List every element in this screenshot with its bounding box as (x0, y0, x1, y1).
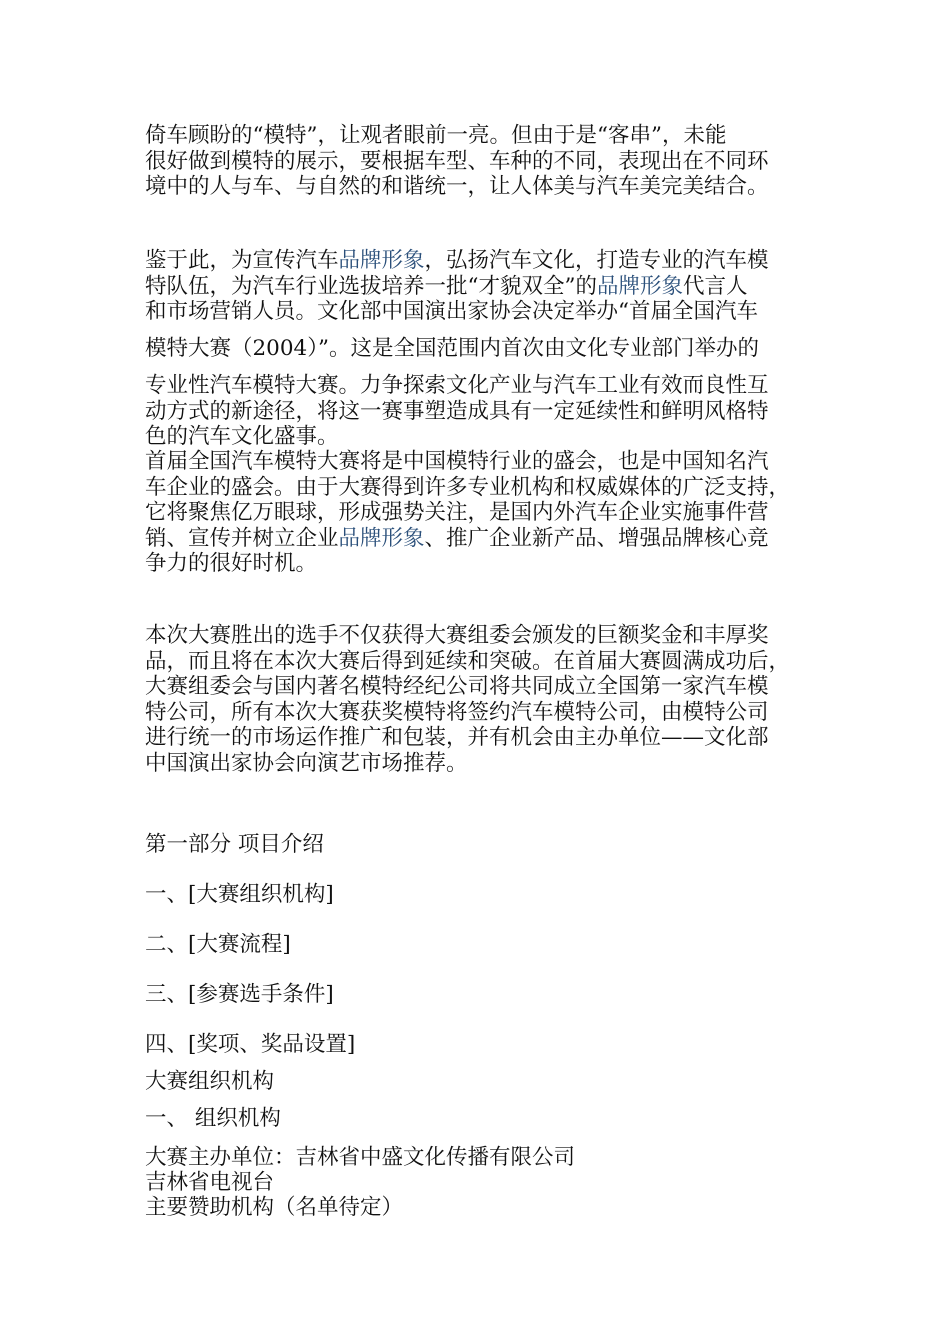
text-run: 鉴于此，为宣传汽车 (145, 248, 339, 273)
toc-item-awards[interactable]: 四、[奖项、奖品设置] (145, 1032, 356, 1057)
paragraph-line: 大赛组委会与国内著名模特经纪公司将共同成立全国第一家汽车模 (145, 674, 769, 699)
text-run: ，弘扬汽车文化，打造专业的汽车模 (424, 248, 769, 273)
paragraph-line: 专业性汽车模特大赛。力争探索文化产业与汽车工业有效而良性互 (145, 373, 769, 398)
section-heading: 大赛组织机构 (145, 1069, 275, 1094)
organizer-line: 吉林省电视台 (145, 1170, 275, 1195)
paragraph-line (145, 274, 769, 300)
paragraph-line: 模特大赛（2004）”。这是全国范围内首次由文化专业部门举办的 (145, 336, 759, 361)
paragraph-line: 品，而且将在本次大赛后得到延续和突破。在首届大赛圆满成功后， (145, 648, 791, 674)
paragraph-line: 它将聚焦亿万眼球，形成强势关注，是国内外汽车企业实施事件营 (145, 500, 769, 525)
paragraph-line: 倚车顾盼的“模特”，让观者眼前一亮。但由于是“客串”，未能 (145, 123, 727, 148)
event-paragraph (145, 449, 790, 577)
paragraph-line: 动方式的新途径，将这一赛事塑造成具有一定延续性和鲜明风格特 (145, 398, 769, 424)
paragraph-line (145, 526, 790, 552)
paragraph-line: 本次大赛胜出的选手不仅获得大赛组委会颁发的巨额奖金和丰厚奖 (145, 623, 769, 648)
paragraph-line: 争力的很好时机。 (145, 551, 318, 576)
paragraph-line: 中国演出家协会向演艺市场推荐。 (145, 750, 468, 776)
intro-paragraph (145, 123, 769, 200)
brand-image-link[interactable]: 品牌形象 (597, 273, 684, 299)
organizer-line: 大赛主办单位：吉林省中盛文化传播有限公司 (145, 1145, 576, 1170)
text-run: 特队伍，为汽车行业选拔培养一批“才貌双全”的 (145, 273, 597, 299)
paragraph-line: 和市场营销人员。文化部中国演出家协会决定举办“首届全国汽车 (145, 299, 758, 324)
toc-item-process[interactable]: 二、[大赛流程] (145, 932, 291, 957)
background-paragraph-cont2 (145, 373, 769, 450)
text-run: 销、宣传并树立企业 (145, 525, 339, 551)
section-subheading: 一、 组织机构 (145, 1106, 281, 1131)
paragraph-line: 特公司，所有本次大赛获奖模特将签约汽车模特公司，由模特公司 (145, 699, 769, 725)
paragraph-line: 车企业的盛会。由于大赛得到许多专业机构和权威媒体的广泛支持， (145, 474, 791, 500)
toc-item-organization[interactable]: 一、[大赛组织机构] (145, 882, 334, 907)
background-paragraph (145, 248, 769, 325)
background-paragraph-cont (145, 336, 759, 362)
paragraph-line: 境中的人与车、与自然的和谐统一，让人体美与汽车美完美结合。 (145, 174, 769, 199)
toc-item-requirements[interactable]: 三、[参赛选手条件] (145, 982, 334, 1007)
text-run: 代言人 (683, 273, 748, 299)
paragraph-line: 很好做到模特的展示，要根据车型、车种的不同，表现出在不同环 (145, 148, 769, 174)
brand-image-link[interactable]: 品牌形象 (338, 525, 425, 551)
text-run: 、推广企业新产品、增强品牌核心竞 (424, 525, 769, 551)
paragraph-line: 进行统一的市场运作推广和包装，并有机会由主办单位——文化部 (145, 725, 769, 750)
brand-image-link[interactable]: 品牌形象 (338, 248, 425, 273)
paragraph-line: 色的汽车文化盛事。 (145, 424, 339, 449)
winners-paragraph (145, 623, 790, 776)
paragraph-line (145, 248, 769, 274)
part-title: 第一部分 项目介绍 (145, 832, 324, 857)
paragraph-line: 首届全国汽车模特大赛将是中国模特行业的盛会，也是中国知名汽 (145, 449, 769, 474)
sponsor-line: 主要赞助机构（名单待定） (145, 1195, 404, 1220)
